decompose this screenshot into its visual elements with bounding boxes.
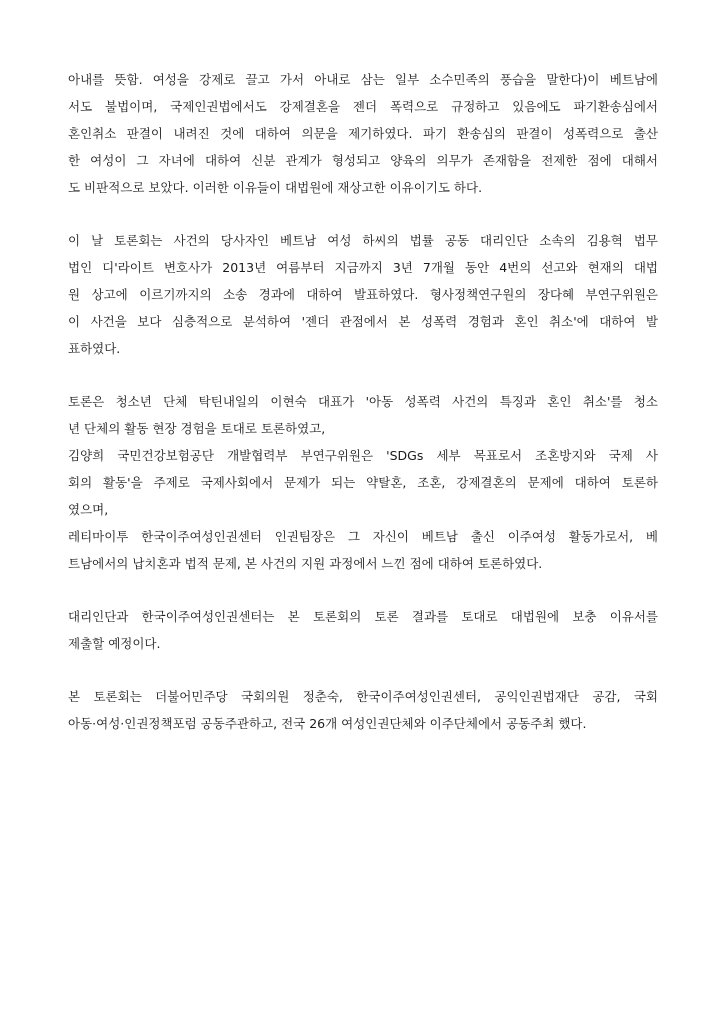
text-line: 도 비판적으로 보았다. 이러한 이유들이 대법원에 재상고한 이유이기도 하다. <box>68 180 483 195</box>
text-line: 이 사건을 보다 심층적으로 분석하여 '젠더 관점에서 본 성폭력 경험과 혼인 취소'에 대하여 발 <box>68 314 658 329</box>
text-line: 였으며, <box>68 502 109 517</box>
text-line: 레티마이투 한국이주여성인권센터 인권팀장은 그 자신이 베트남 출신 이주여성 활동가로서, 베 <box>68 529 658 544</box>
paragraph-gap <box>68 201 658 227</box>
paragraph-4 <box>68 603 658 657</box>
text-line: 혼인취소 판결이 내려진 것에 대하여 의문을 제기하였다. 파기 환송심의 판결이 성폭력으로 출산 <box>68 126 658 141</box>
text-line: 법인 디'라이트 변호사가 2013년 여름부터 지금까지 3년 7개월 동안 4번의 선고와 현재의 대법 <box>68 260 658 275</box>
text-line: 본 토론회는 더불어민주당 국회의원 정춘숙, 한국이주여성인권센터, 공익인권법재단 공감, 국회 <box>68 689 658 704</box>
paragraph-gap <box>68 657 658 683</box>
paragraph-2 <box>68 227 658 362</box>
paragraph-3 <box>68 388 658 577</box>
text-line: 트남에서의 납치혼과 법적 문제, 본 사건의 지원 과정에서 느낀 점에 대하여 토론하였다. <box>68 556 543 571</box>
text-line: 원 상고에 이르기까지의 소송 경과에 대하여 발표하였다. 형사정책연구원의 장다혜 부연구위원은 <box>68 287 658 302</box>
document-body <box>68 66 658 737</box>
text-line: 회의 활동'을 주제로 국제사회에서 문제가 되는 약탈혼, 조혼, 강제결혼의 문제에 대하여 토론하 <box>68 475 658 490</box>
paragraph-1 <box>68 66 658 201</box>
paragraph-gap <box>68 362 658 388</box>
text-line: 토론은 청소년 단체 탁틴내일의 이현숙 대표가 '아동 성폭력 사건의 특징과 혼인 취소'를 청소 <box>68 394 658 409</box>
text-line: 제출할 예정이다. <box>68 636 161 651</box>
text-line: 대리인단과 한국이주여성인권센터는 본 토론회의 토론 결과를 토대로 대법원에 보충 이유서를 <box>68 609 658 624</box>
text-line: 아내를 뜻함. 여성을 강제로 끌고 가서 아내로 삼는 일부 소수민족의 풍습을 말한다)이 베트남에 <box>68 72 658 87</box>
text-line: 표하였다. <box>68 341 121 356</box>
text-line: 서도 불법이며, 국제인권법에서도 강제결혼을 젠더 폭력으로 규정하고 있음에도 파기환송심에서 <box>68 99 658 114</box>
text-line: 년 단체의 활동 현장 경험을 토대로 토론하였고, <box>68 421 326 436</box>
text-line: 한 여성이 그 자녀에 대하여 신분 관계가 형성되고 양육의 의무가 존재함을 전제한 점에 대해서 <box>68 153 658 168</box>
text-line: 아동·여성·인권정책포럼 공동주관하고, 전국 26개 여성인권단체와 이주단체에서 공동주최 했다. <box>68 716 587 731</box>
paragraph-gap <box>68 577 658 603</box>
paragraph-5 <box>68 683 658 737</box>
text-line: 김양희 국민건강보험공단 개발협력부 부연구위원은 'SDGs 세부 목표로서 조혼방지와 국제 사 <box>68 448 658 463</box>
text-line: 이 날 토론회는 사건의 당사자인 베트남 여성 하씨의 법률 공동 대리인단 소속의 김용혁 법무 <box>68 233 658 248</box>
